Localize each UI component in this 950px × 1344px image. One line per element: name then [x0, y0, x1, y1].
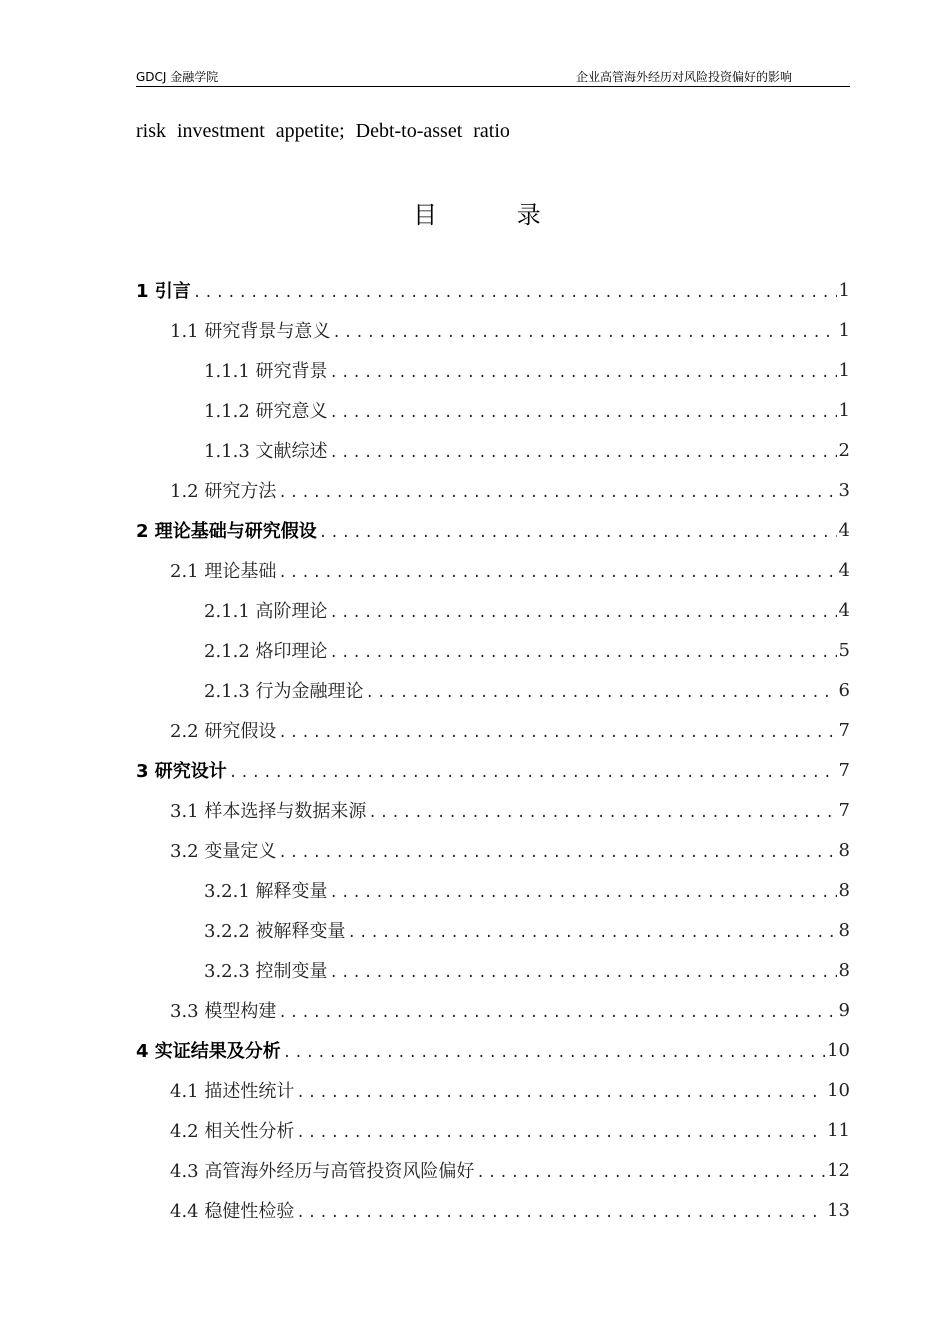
toc-entry-label: 3.2.2 被解释变量 [204, 921, 346, 942]
toc-dot-leader [278, 565, 836, 590]
toc-entry-page-number: 7 [838, 799, 850, 821]
toc-entry-label: 1 引言 [136, 281, 191, 302]
toc-entry-page-number: 3 [838, 479, 850, 501]
toc-dot-leader [283, 1045, 825, 1070]
toc-entry-label: 1.1.3 文献综述 [204, 441, 328, 462]
toc-dot-leader [330, 445, 837, 470]
toc-entry-page-number: 7 [838, 719, 850, 741]
page-header [136, 66, 850, 87]
toc-entry[interactable] [136, 510, 850, 550]
toc-entry-page-number: 8 [838, 839, 850, 861]
toc-entry[interactable] [170, 790, 850, 830]
toc-entry[interactable] [170, 710, 850, 750]
toc-dot-leader [476, 1165, 825, 1190]
toc-entry[interactable] [170, 1110, 850, 1150]
toc-entry-page-number: 5 [838, 639, 850, 661]
toc-entry-page-number: 10 [827, 1039, 850, 1061]
toc-entry-page-number: 12 [827, 1159, 850, 1181]
toc-entry[interactable] [204, 350, 850, 390]
toc-entry-page-number: 8 [838, 959, 850, 981]
toc-dot-leader [330, 605, 837, 630]
header-right-text: 企业高管海外经历对风险投资偏好的影响 [575, 70, 792, 84]
toc-entry-page-number: 1 [838, 279, 850, 301]
toc-entry-page-number: 11 [827, 1119, 850, 1141]
toc-dot-leader [348, 925, 837, 950]
toc-entry-label: 4 实证结果及分析 [136, 1041, 281, 1062]
toc-entry-page-number: 1 [838, 399, 850, 421]
header-left-text: GDCJ 金融学院 [136, 70, 219, 84]
toc-entry[interactable] [136, 270, 850, 310]
toc-dot-leader [368, 805, 836, 830]
toc-entry[interactable] [170, 1150, 850, 1190]
toc-dot-leader [330, 365, 837, 390]
toc-entry-page-number: 13 [827, 1199, 850, 1221]
toc-dot-leader [296, 1205, 825, 1230]
toc-dot-leader [330, 885, 837, 910]
toc-dot-leader [278, 845, 836, 870]
toc-entry-label: 3.3 模型构建 [170, 1001, 277, 1022]
toc-dot-leader [278, 725, 836, 750]
toc-entry-label: 4.3 高管海外经历与高管投资风险偏好 [170, 1161, 475, 1182]
toc-entry-label: 2.1 理论基础 [170, 561, 277, 582]
toc-entry-page-number: 1 [838, 319, 850, 341]
toc-entry-page-number: 6 [838, 679, 850, 701]
toc-dot-leader [330, 405, 837, 430]
toc-entry[interactable] [136, 750, 850, 790]
toc-entry[interactable] [170, 990, 850, 1030]
toc-entry-page-number: 7 [838, 759, 850, 781]
toc-entry-label: 3 研究设计 [136, 761, 227, 782]
toc-entry-label: 1.1.1 研究背景 [204, 361, 328, 382]
toc-entry[interactable] [170, 1190, 850, 1230]
toc-entry-page-number: 4 [838, 559, 850, 581]
toc-entry-label: 3.1 样本选择与数据来源 [170, 801, 367, 822]
toc-entry-label: 2.1.2 烙印理论 [204, 641, 328, 662]
toc-dot-leader [366, 685, 837, 710]
toc-entry[interactable] [204, 630, 850, 670]
toc-dot-leader [330, 965, 837, 990]
toc-entry-label: 4.4 稳健性检验 [170, 1201, 295, 1222]
toc-entry[interactable] [170, 1070, 850, 1110]
toc-title: 目 录 [413, 201, 577, 229]
toc-entry-label: 1.2 研究方法 [170, 481, 277, 502]
toc-entry[interactable] [204, 430, 850, 470]
toc-entry-label: 2.2 研究假设 [170, 721, 277, 742]
toc-entry-label: 4.2 相关性分析 [170, 1121, 295, 1142]
toc-entry-label: 3.2 变量定义 [170, 841, 277, 862]
toc-entry-label: 2.1.1 高阶理论 [204, 601, 328, 622]
toc-dot-leader [332, 325, 836, 350]
toc-dot-leader [319, 525, 837, 550]
toc-entry[interactable] [204, 670, 850, 710]
toc-entry[interactable] [204, 910, 850, 950]
toc-entry[interactable] [170, 550, 850, 590]
toc-entry-label: 1.1 研究背景与意义 [170, 321, 331, 342]
toc-entry-label: 2.1.3 行为金融理论 [204, 681, 364, 702]
toc-entry-label: 3.2.1 解释变量 [204, 881, 328, 902]
toc-entry-label: 2 理论基础与研究假设 [136, 521, 317, 542]
toc-entry[interactable] [204, 590, 850, 630]
toc-dot-leader [278, 1005, 836, 1030]
toc-entry-page-number: 1 [838, 359, 850, 381]
toc-entry-label: 4.1 描述性统计 [170, 1081, 295, 1102]
toc-entry-page-number: 10 [827, 1079, 850, 1101]
toc-dot-leader [330, 645, 837, 670]
toc-entry[interactable] [136, 1030, 850, 1070]
toc-dot-leader [229, 765, 837, 790]
toc-entry-page-number: 4 [838, 519, 850, 541]
toc-entry-page-number: 9 [838, 999, 850, 1021]
toc-entry-page-number: 8 [838, 879, 850, 901]
toc-entry-page-number: 8 [838, 919, 850, 941]
toc-entry-label: 3.2.3 控制变量 [204, 961, 328, 982]
keywords-line: risk investment appetite; Debt-to-asset ratio [136, 120, 510, 142]
toc-dot-leader [296, 1125, 825, 1150]
toc-entry[interactable] [204, 950, 850, 990]
toc-dot-leader [193, 285, 837, 310]
toc-dot-leader [296, 1085, 825, 1110]
toc-entry[interactable] [170, 830, 850, 870]
toc-entry-page-number: 2 [838, 439, 850, 461]
toc-dot-leader [278, 485, 836, 510]
toc-entry[interactable] [170, 310, 850, 350]
toc-entry[interactable] [204, 390, 850, 430]
toc-entry-label: 1.1.2 研究意义 [204, 401, 328, 422]
toc-entry[interactable] [170, 470, 850, 510]
toc-entry-page-number: 4 [838, 599, 850, 621]
toc-entry[interactable] [204, 870, 850, 910]
